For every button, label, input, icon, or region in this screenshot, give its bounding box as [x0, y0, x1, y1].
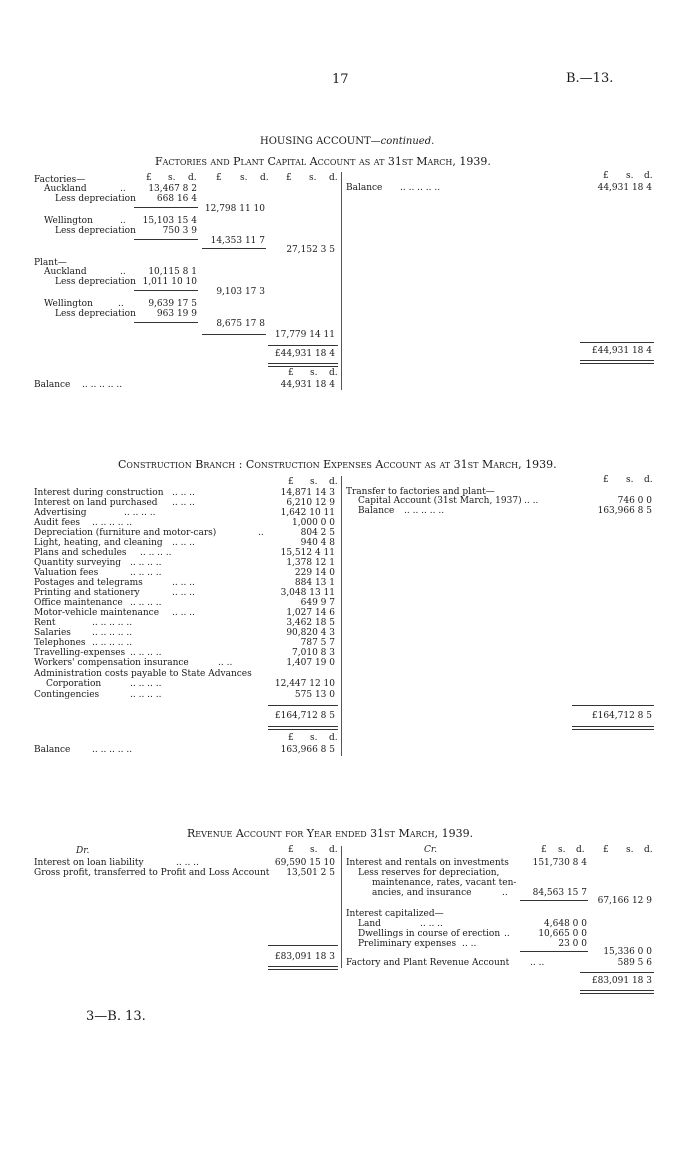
- construction-right-balance-label: Balance: [358, 506, 395, 516]
- construction-item-value: 884 13 1: [294, 578, 335, 588]
- col-header-shillings-3: s.: [309, 173, 317, 183]
- construction-item-label: Travelling-expenses: [34, 648, 126, 658]
- construction-item-value: 787 5 7: [300, 638, 335, 648]
- rule: [202, 248, 266, 249]
- col-header-shillings-2: s.: [240, 173, 248, 183]
- construction-section-title: Construction Branch : Construction Expenses Account as at 31st March, 1939.: [118, 458, 557, 471]
- revenue-right-factory-value: 589 5 6: [617, 958, 652, 968]
- revenue-right-less-value: 84,563 15 7: [532, 888, 587, 898]
- rule: [580, 972, 654, 973]
- col-header-pence-balance: d.: [329, 368, 338, 378]
- revenue-right-cap-item-label: Land: [358, 919, 381, 929]
- rule: [134, 239, 198, 240]
- factories-section-title: Factories and Plant Capital Account as at 31st March, 1939.: [155, 155, 491, 168]
- construction-item-label: Postages and telegrams: [34, 578, 143, 588]
- divider: [341, 846, 342, 968]
- construction-item-value: 575 13 0: [294, 690, 335, 700]
- construction-item-value: 940 4 8: [300, 538, 335, 548]
- construction-item-value: 15,512 4 11: [280, 548, 335, 558]
- double-rule: [572, 726, 654, 730]
- construction-item-dots: ..: [258, 528, 264, 538]
- col-header-pence-1: d.: [188, 173, 197, 183]
- double-rule: [268, 966, 338, 970]
- rule: [134, 322, 198, 323]
- construction-item-dots: .. .. .. .. ..: [92, 618, 133, 628]
- construction-right-col-pounds: £: [603, 475, 609, 485]
- construction-item-label: Valuation fees: [34, 568, 99, 578]
- col-header-shillings-1: s.: [168, 173, 176, 183]
- col-header-pence-right: d.: [644, 171, 653, 181]
- divider: [341, 172, 342, 390]
- factories-wellington-dots: ..: [120, 216, 126, 226]
- revenue-right-cap-item-label: Dwellings in course of erection: [358, 929, 501, 939]
- construction-item-value: 14,871 14 3: [280, 488, 335, 498]
- factories-wellington-less: 750 3 9: [162, 226, 197, 236]
- construction-right-total: £164,712 8 5: [591, 711, 652, 721]
- construction-item-dots: .. .. ..: [172, 488, 195, 498]
- factories-auckland-less: 668 16 4: [156, 194, 197, 204]
- page-number: 17: [332, 72, 349, 87]
- construction-item-label: Interest during construction: [34, 488, 164, 498]
- col-header-shillings-right: s.: [626, 171, 634, 181]
- construction-item-dots: .. .. ..: [172, 498, 195, 508]
- revenue-right-cap-item-dots: .. .. ..: [420, 919, 443, 929]
- revenue-right-col-pence-1: d.: [576, 845, 585, 855]
- revenue-item-label: Interest on loan liability: [34, 858, 144, 868]
- construction-item-value: 804 2 5: [300, 528, 335, 538]
- plant-wellington-net: 8,675 17 8: [216, 319, 265, 329]
- construction-col-shillings: s.: [310, 477, 318, 487]
- revenue-right-col-shillings-1: s.: [558, 845, 566, 855]
- construction-item-value: 1,378 12 1: [286, 558, 335, 568]
- rule: [202, 334, 266, 335]
- plant-wellington-less-label: Less depreciation: [55, 309, 136, 319]
- rule: [134, 207, 198, 208]
- revenue-item-value: 69,590 15 10: [274, 858, 335, 868]
- plant-auckland-less: 1,011 10 10: [142, 277, 197, 287]
- construction-item-dots: .. .. .. ..: [130, 679, 162, 689]
- plant-wellington-gross: 9,639 17 5: [148, 299, 197, 309]
- construction-right-transfer: Transfer to factories and plant—: [346, 487, 495, 497]
- factories-right-balance-dots: .. .. .. .. ..: [400, 183, 441, 193]
- construction-balance-col-shillings: s.: [310, 733, 318, 743]
- construction-item-label: Advertising: [34, 508, 87, 518]
- factories-right-balance-value: 44,931 18 4: [597, 183, 652, 193]
- revenue-cr-label: Cr.: [424, 845, 438, 855]
- rule: [268, 945, 338, 946]
- revenue-right-col-pounds-2: £: [603, 845, 609, 855]
- revenue-right-total: £83,091 18 3: [591, 976, 652, 986]
- construction-item-dots: .. .. .. ..: [124, 508, 156, 518]
- revenue-item-dots: .. .. ..: [176, 858, 199, 868]
- construction-item-dots: .. .. .. .. ..: [92, 518, 133, 528]
- plant-auckland-net: 9,103 17 3: [216, 287, 265, 297]
- revenue-right-cap-item-dots: .. ..: [462, 939, 477, 949]
- construction-item-label: Light, heating, and cleaning: [34, 538, 163, 548]
- double-rule: [268, 726, 338, 730]
- plant-auckland-label: Auckland: [44, 267, 87, 277]
- factories-auckland-dots: ..: [120, 184, 126, 194]
- construction-balance-col-pence: d.: [329, 733, 338, 743]
- plant-wellington-label: Wellington: [44, 299, 93, 309]
- construction-item-label: Workers' compensation insurance: [34, 658, 189, 668]
- revenue-item-label: Gross profit, transferred to Profit and Loss Account: [34, 868, 270, 878]
- construction-balance-col-pounds: £: [288, 733, 294, 743]
- page-signature: 3—B. 13.: [86, 1009, 146, 1024]
- construction-item-dots: .. .. .. .. ..: [92, 628, 133, 638]
- construction-balance-value: 163,966 8 5: [280, 745, 335, 755]
- construction-item-dots: .. .. .. ..: [130, 598, 162, 608]
- plant-auckland-less-label: Less depreciation: [55, 277, 136, 287]
- revenue-col-pounds: £: [288, 845, 294, 855]
- col-header-pounds-2: £: [216, 173, 222, 183]
- construction-item-value: 1,000 0 0: [292, 518, 335, 528]
- revenue-right-col-pounds-1: £: [541, 845, 547, 855]
- rule: [572, 705, 654, 706]
- construction-item-dots: .. .. ..: [172, 578, 195, 588]
- col-header-pounds-3: £: [286, 173, 292, 183]
- revenue-right-less-2: maintenance, rates, vacant ten-: [372, 878, 517, 888]
- revenue-right-factory-label: Factory and Plant Revenue Account: [346, 958, 510, 968]
- revenue-right-interest-value: 151,730 8 4: [532, 858, 587, 868]
- construction-left-total: £164,712 8 5: [274, 711, 335, 721]
- construction-item-label: Motor-vehicle maintenance: [34, 608, 160, 618]
- revenue-left-total: £83,091 18 3: [274, 952, 335, 962]
- divider: [341, 476, 342, 756]
- document-reference: B.—13.: [566, 71, 614, 86]
- construction-item-label: Salaries: [34, 628, 71, 638]
- construction-item-dots: .. .. ..: [172, 538, 195, 548]
- factories-balance-dots: .. .. .. .. ..: [82, 380, 123, 390]
- revenue-section-title: Revenue Account for Year ended 31st March, 1939.: [187, 827, 474, 840]
- revenue-right-cap-item-value: 23 0 0: [558, 939, 587, 949]
- rule: [134, 290, 198, 291]
- revenue-right-cap-item-label: Preliminary expenses: [358, 939, 457, 949]
- construction-item-dots: .. .. .. ..: [140, 548, 172, 558]
- construction-item-label: Depreciation (furniture and motor-cars): [34, 528, 217, 538]
- revenue-right-cap-item-value: 4,648 0 0: [544, 919, 587, 929]
- construction-col-pence: d.: [329, 477, 338, 487]
- plant-wellington-less: 963 19 9: [156, 309, 197, 319]
- rule: [520, 900, 588, 901]
- rule: [580, 342, 654, 343]
- revenue-item-value: 13,501 2 5: [286, 868, 335, 878]
- construction-item-value: 229 14 0: [294, 568, 335, 578]
- construction-right-capital-dots: .. ..: [524, 496, 539, 506]
- housing-title-main: HOUSING ACCOUNT: [260, 136, 371, 147]
- construction-right-col-pence: d.: [644, 475, 653, 485]
- construction-item-dots: .. .. .. .. ..: [92, 638, 133, 648]
- col-header-pence-2: d.: [260, 173, 269, 183]
- revenue-dr-label: Dr.: [76, 846, 90, 856]
- double-rule: [268, 363, 338, 367]
- construction-item-value: 12,447 12 10: [274, 679, 335, 689]
- construction-balance-dots: .. .. .. .. ..: [92, 745, 133, 755]
- revenue-right-cap-label: Interest capitalized—: [346, 909, 444, 919]
- construction-balance-label: Balance: [34, 745, 71, 755]
- col-header-pounds-balance: £: [288, 368, 294, 378]
- revenue-right-factory-dots: .. ..: [530, 958, 545, 968]
- plant-auckland-dots: ..: [120, 267, 126, 277]
- revenue-right-interest-label: Interest and rentals on investments: [346, 858, 509, 868]
- rule: [520, 951, 588, 952]
- construction-item-dots: .. .. .. ..: [130, 558, 162, 568]
- factories-auckland-net: 12,798 11 10: [204, 204, 265, 214]
- col-header-pounds-right: £: [603, 171, 609, 181]
- rule: [268, 345, 338, 346]
- construction-item-label: Rent: [34, 618, 56, 628]
- factories-balance-value: 44,931 18 4: [280, 380, 335, 390]
- revenue-col-shillings: s.: [310, 845, 318, 855]
- plant-wellington-dots: ..: [118, 299, 124, 309]
- rule: [268, 705, 338, 706]
- construction-item-value: 6,210 12 9: [286, 498, 335, 508]
- factories-wellington-label: Wellington: [44, 216, 93, 226]
- construction-item-label: Telephones: [34, 638, 86, 648]
- factories-right-balance-label: Balance: [346, 183, 383, 193]
- revenue-right-cap-item-value: 10,665 0 0: [538, 929, 587, 939]
- plant-total: 17,779 14 11: [274, 330, 335, 340]
- housing-account-heading: [260, 137, 434, 147]
- factories-auckland-gross: 13,467 8 2: [148, 184, 197, 194]
- construction-item-dots: .. ..: [218, 658, 233, 668]
- construction-item-dots: .. .. .. ..: [130, 648, 162, 658]
- construction-item-label: Administration costs payable to State Advances: [34, 669, 252, 679]
- construction-right-col-shillings: s.: [626, 475, 634, 485]
- revenue-right-less-3: ancies, and insurance: [372, 888, 472, 898]
- revenue-col-pence: d.: [329, 845, 338, 855]
- construction-item-value: 1,027 14 6: [286, 608, 335, 618]
- revenue-right-less-dots: ..: [502, 888, 508, 898]
- plant-label: Plant—: [34, 258, 67, 268]
- construction-right-capital-value: 746 0 0: [617, 496, 652, 506]
- construction-item-value: 90,820 4 3: [286, 628, 335, 638]
- construction-item-value: 3,048 13 11: [280, 588, 335, 598]
- construction-item-dots: .. .. ..: [172, 588, 195, 598]
- col-header-shillings-balance: s.: [310, 368, 318, 378]
- col-header-pence-3: d.: [329, 173, 338, 183]
- col-header-pounds-1: £: [146, 173, 152, 183]
- revenue-right-cap-item-dots: ..: [504, 929, 510, 939]
- factories-auckland-less-label: Less depreciation: [55, 194, 136, 204]
- revenue-right-col-pence-2: d.: [644, 845, 653, 855]
- construction-right-capital-label: Capital Account (31st March, 1937): [358, 496, 522, 506]
- factories-label: Factories—: [34, 175, 86, 185]
- construction-right-balance-value: 163,966 8 5: [597, 506, 652, 516]
- revenue-right-net-value: 67,166 12 9: [597, 896, 652, 906]
- revenue-right-cap-total: 15,336 0 0: [603, 947, 652, 957]
- construction-item-value: 3,462 18 5: [286, 618, 335, 628]
- construction-item-label: Quantity surveying: [34, 558, 122, 568]
- factories-wellington-gross: 15,103 15 4: [142, 216, 197, 226]
- factories-auckland-label: Auckland: [44, 184, 87, 194]
- construction-item-value: 1,642 10 11: [280, 508, 335, 518]
- plant-auckland-gross: 10,115 8 1: [148, 267, 197, 277]
- factories-wellington-less-label: Less depreciation: [55, 226, 136, 236]
- construction-col-pounds: £: [288, 477, 294, 487]
- housing-title-suffix: —continued.: [370, 136, 435, 147]
- revenue-right-less-1: Less reserves for depreciation,: [358, 868, 500, 878]
- factories-left-total: £44,931 18 4: [274, 349, 335, 359]
- construction-item-label: Plans and schedules: [34, 548, 127, 558]
- construction-item-dots: .. .. .. ..: [130, 690, 162, 700]
- construction-item-label: Corporation: [46, 679, 102, 689]
- double-rule: [580, 990, 654, 994]
- construction-item-value: 1,407 19 0: [286, 658, 335, 668]
- construction-item-value: 649 9 7: [300, 598, 335, 608]
- construction-item-label: Audit fees: [34, 518, 81, 528]
- construction-item-label: Interest on land purchased: [34, 498, 158, 508]
- factories-balance-label: Balance: [34, 380, 71, 390]
- construction-item-label: Office maintenance: [34, 598, 123, 608]
- construction-item-label: Printing and stationery: [34, 588, 140, 598]
- revenue-right-col-shillings-2: s.: [626, 845, 634, 855]
- construction-item-dots: .. .. .. ..: [130, 568, 162, 578]
- construction-item-label: Contingencies: [34, 690, 100, 700]
- double-rule: [580, 360, 654, 364]
- factories-wellington-net: 14,353 11 7: [210, 236, 265, 246]
- construction-right-balance-dots: .. .. .. .. ..: [404, 506, 445, 516]
- factories-total: 27,152 3 5: [286, 245, 335, 255]
- construction-item-dots: .. .. ..: [172, 608, 195, 618]
- construction-item-value: 7,010 8 3: [292, 648, 335, 658]
- factories-right-total: £44,931 18 4: [591, 346, 652, 356]
